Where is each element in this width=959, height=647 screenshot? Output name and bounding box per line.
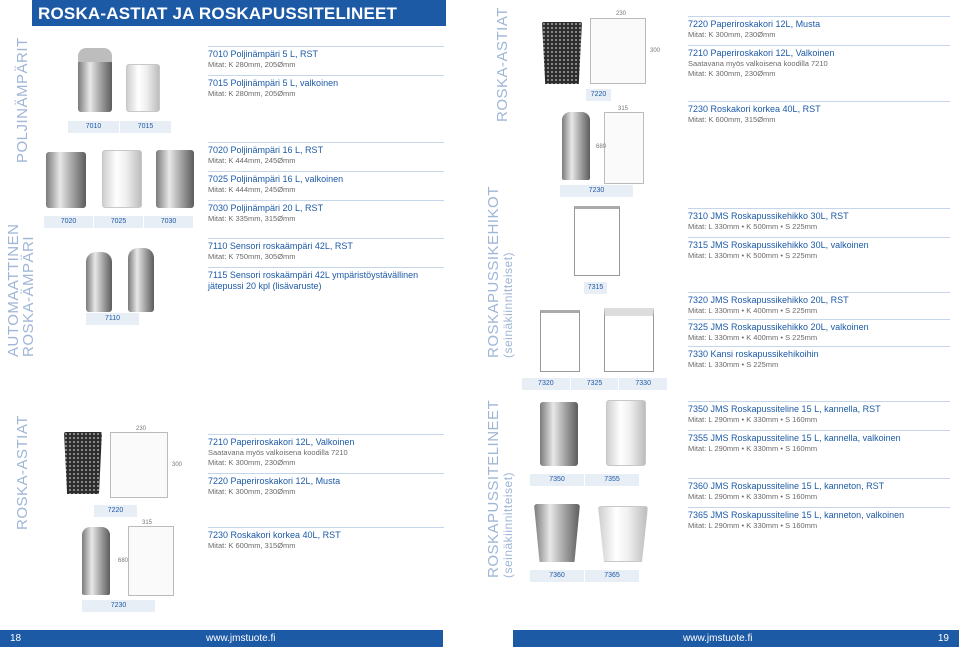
product-description-block	[208, 238, 444, 292]
item-title: 7230 Roskakori korkea 40L, RST	[688, 104, 821, 114]
product-code: 7325	[571, 378, 620, 390]
section-text: POLJINÄMPÄRIT	[14, 37, 31, 163]
item-title: 7015 Poljinämpäri 5 L, valkoinen	[208, 78, 339, 88]
item-title: 7230 Roskakori korkea 40L, RST	[208, 530, 341, 540]
item-title: 7110 Sensori roskaämpäri 42L, RST	[208, 241, 353, 251]
item-title: 7115 Sensori roskaämpäri 42L ympäristöystävällinen	[208, 270, 419, 280]
dimension-label: 230	[136, 426, 147, 432]
bag-holder-white-image	[598, 506, 648, 562]
dimension-drawing	[604, 112, 644, 184]
item-sub: Mitat: L 330mm • K 400mm • S 225mm	[688, 333, 818, 342]
dimension-label: 300	[650, 48, 661, 54]
dimension-label: 300	[172, 462, 183, 468]
product-code-row	[530, 570, 640, 582]
item-title: 7220 Paperiroskakori 12L, Musta	[688, 19, 821, 29]
item-title: 7315 JMS Roskapussikehikko 30L, valkoinen	[688, 240, 869, 250]
product-code-row	[44, 216, 194, 228]
product-description-block	[688, 401, 950, 531]
bag-holder-steel-image	[534, 504, 580, 562]
item-sub: Mitat: K 335mm, 315Ømm	[208, 214, 296, 223]
section-text: ROSKAPUSSITELINEET	[485, 399, 502, 578]
dimension-drawing	[590, 18, 646, 84]
section-text: ROSKA-ASTIAT	[14, 415, 31, 530]
item-sub: Mitat: L 330mm • S 225mm	[688, 360, 779, 369]
item-title: 7320 JMS Roskapussikehikko 20L, RST	[688, 295, 849, 305]
product-description-block	[688, 208, 950, 370]
section-label-automaattinen	[6, 224, 36, 357]
section-label-roska-astiat-left	[14, 415, 31, 530]
product-description-block	[208, 142, 444, 224]
website-link[interactable]: www.jmstuote.fi	[206, 633, 276, 644]
item-title: 7325 JMS Roskapussikehikko 20L, valkoinen	[688, 322, 869, 332]
footer-left	[0, 630, 443, 647]
product-code-row	[82, 600, 156, 612]
item-sub: Mitat: L 290mm • K 330mm • S 160mm	[688, 415, 818, 424]
product-code-row	[522, 378, 668, 390]
item-sub: Mitat: L 330mm • K 500mm • S 225mm	[688, 222, 818, 231]
section-label-kehikot	[486, 186, 516, 358]
section-label-poljinamparit	[14, 37, 31, 163]
item-sub: Mitat: L 290mm • K 330mm • S 160mm	[688, 492, 818, 501]
section-text: (seinäkiinnitteiset)	[501, 471, 515, 578]
item-title: 7220 Paperiroskakori 12L, Musta	[208, 476, 341, 486]
product-code-row	[530, 474, 640, 486]
product-description-block	[208, 46, 444, 99]
item-sub: Mitat: K 600mm, 315Ømm	[688, 115, 776, 124]
product-code: 7230	[560, 185, 634, 197]
item-title: 7010 Poljinämpäri 5 L, RST	[208, 49, 319, 59]
product-code-row	[584, 282, 608, 294]
item-title: 7020 Poljinämpäri 16 L, RST	[208, 145, 324, 155]
product-description-block	[688, 16, 950, 125]
product-code: 7315	[584, 282, 608, 294]
pedal-bin-white-image	[102, 150, 142, 208]
item-sub: Mitat: L 290mm • K 330mm • S 160mm	[688, 444, 818, 453]
item-sub: Mitat: K 280mm, 205Ømm	[208, 60, 296, 69]
item-title: 7365 JMS Roskapussiteline 15 L, kanneton, valkoinen	[688, 510, 905, 520]
item-sub: Mitat: L 330mm • K 400mm • S 225mm	[688, 306, 818, 315]
item-title: 7360 JMS Roskapussiteline 15 L, kanneton, RST	[688, 481, 885, 491]
section-text: ROSKAPUSSIKEHIKOT	[485, 186, 502, 358]
item-sub: Saatavana myös valkoisena koodilla 7210	[688, 59, 828, 68]
dimension-label: 315	[618, 106, 629, 112]
product-code: 7350	[530, 474, 585, 486]
section-text: ROSKA-ASTIAT	[494, 7, 511, 122]
bag-frame-image	[540, 310, 580, 372]
item-title: 7330 Kansi roskapussikehikoihin	[688, 349, 819, 359]
product-code: 7360	[530, 570, 585, 582]
bag-holder-white-image	[606, 400, 646, 466]
product-code: 7220	[586, 89, 612, 101]
item-sub: Mitat: K 300mm, 230Ømm	[688, 69, 776, 78]
product-code: 7110	[86, 313, 140, 325]
item-sub: Mitat: L 290mm • K 330mm • S 160mm	[688, 521, 818, 530]
product-code: 7220	[94, 505, 138, 517]
pedal-bin-steel-image	[46, 152, 86, 208]
dimension-label: 315	[142, 520, 153, 526]
product-code-row	[560, 185, 634, 197]
item-title: 7210 Paperiroskakori 12L, Valkoinen	[208, 437, 355, 447]
dimension-drawing	[128, 526, 174, 596]
dimension-drawing	[110, 432, 168, 498]
item-sub: Mitat: K 300mm, 230Ømm	[688, 30, 776, 39]
item-sub: Mitat: K 280mm, 205Ømm	[208, 89, 296, 98]
sensor-bin-image	[128, 248, 154, 312]
product-code: 7015	[120, 121, 172, 133]
section-text: (seinäkiinnitteiset)	[501, 251, 515, 358]
item-title: 7025 Poljinämpäri 16 L, valkoinen	[208, 174, 344, 184]
product-code: 7355	[585, 474, 640, 486]
dimension-label: 680	[118, 558, 129, 564]
tall-steel-bin-image	[82, 527, 110, 595]
perforated-basket-image	[64, 432, 102, 494]
item-title: 7350 JMS Roskapussiteline 15 L, kannella, RST	[688, 404, 881, 414]
page-number: 19	[937, 633, 949, 644]
bag-frame-with-lid-image	[604, 308, 654, 372]
item-title: jätepussi 20 kpl (lisävaruste)	[208, 281, 322, 291]
product-code: 7320	[522, 378, 571, 390]
product-code: 7030	[144, 216, 194, 228]
product-code: 7020	[44, 216, 94, 228]
item-sub: Mitat: K 444mm, 245Ømm	[208, 156, 296, 165]
bag-frame-image	[574, 206, 620, 276]
page-number: 18	[10, 633, 22, 644]
item-sub: Mitat: K 750mm, 305Ømm	[208, 252, 296, 261]
pedal-bin-white-image	[126, 64, 160, 112]
product-code-row	[94, 505, 138, 517]
pedal-bin-steel-image	[78, 60, 112, 112]
item-title: 7355 JMS Roskapussiteline 15 L, kannella, valkoinen	[688, 433, 901, 443]
sensor-bin-image	[86, 252, 112, 312]
website-link[interactable]: www.jmstuote.fi	[683, 633, 753, 644]
item-title: 7310 JMS Roskapussikehikko 30L, RST	[688, 211, 849, 221]
bag-holder-steel-image	[540, 402, 578, 466]
item-sub: Mitat: K 300mm, 230Ømm	[208, 458, 296, 467]
product-code-row	[68, 121, 172, 133]
item-sub: Saatavana myös valkoisena koodilla 7210	[208, 448, 348, 457]
product-code: 7025	[94, 216, 144, 228]
pedal-bin-steel-image	[156, 150, 194, 208]
section-text: ROSKA-ÄMPÄRI	[20, 235, 37, 357]
product-code: 7365	[585, 570, 640, 582]
product-code: 7330	[619, 378, 668, 390]
item-sub: Mitat: K 300mm, 230Ømm	[208, 487, 296, 496]
product-code: 7230	[82, 600, 156, 612]
perforated-basket-image	[542, 22, 582, 84]
dimension-label: 680	[596, 144, 607, 150]
tall-steel-bin-image	[562, 112, 590, 180]
dimension-label: 230	[616, 11, 627, 17]
footer-right	[513, 630, 959, 647]
item-sub: Mitat: K 444mm, 245Ømm	[208, 185, 296, 194]
section-text: AUTOMAATTINEN	[5, 223, 22, 357]
product-code-row	[586, 89, 612, 101]
item-title: 7030 Poljinämpäri 20 L, RST	[208, 203, 324, 213]
product-code: 7010	[68, 121, 120, 133]
item-sub: Mitat: L 330mm • K 500mm • S 225mm	[688, 251, 818, 260]
product-description-block	[208, 434, 444, 551]
section-label-roska-astiat-right	[494, 7, 511, 122]
product-code-row	[86, 313, 140, 325]
item-sub: Mitat: K 600mm, 315Ømm	[208, 541, 296, 550]
item-title: 7210 Paperiroskakori 12L, Valkoinen	[688, 48, 835, 58]
page-title: ROSKA-ASTIAT JA ROSKAPUSSITELINEET	[32, 0, 446, 26]
bin-lid-image	[78, 48, 112, 62]
section-label-telineet	[486, 400, 516, 578]
